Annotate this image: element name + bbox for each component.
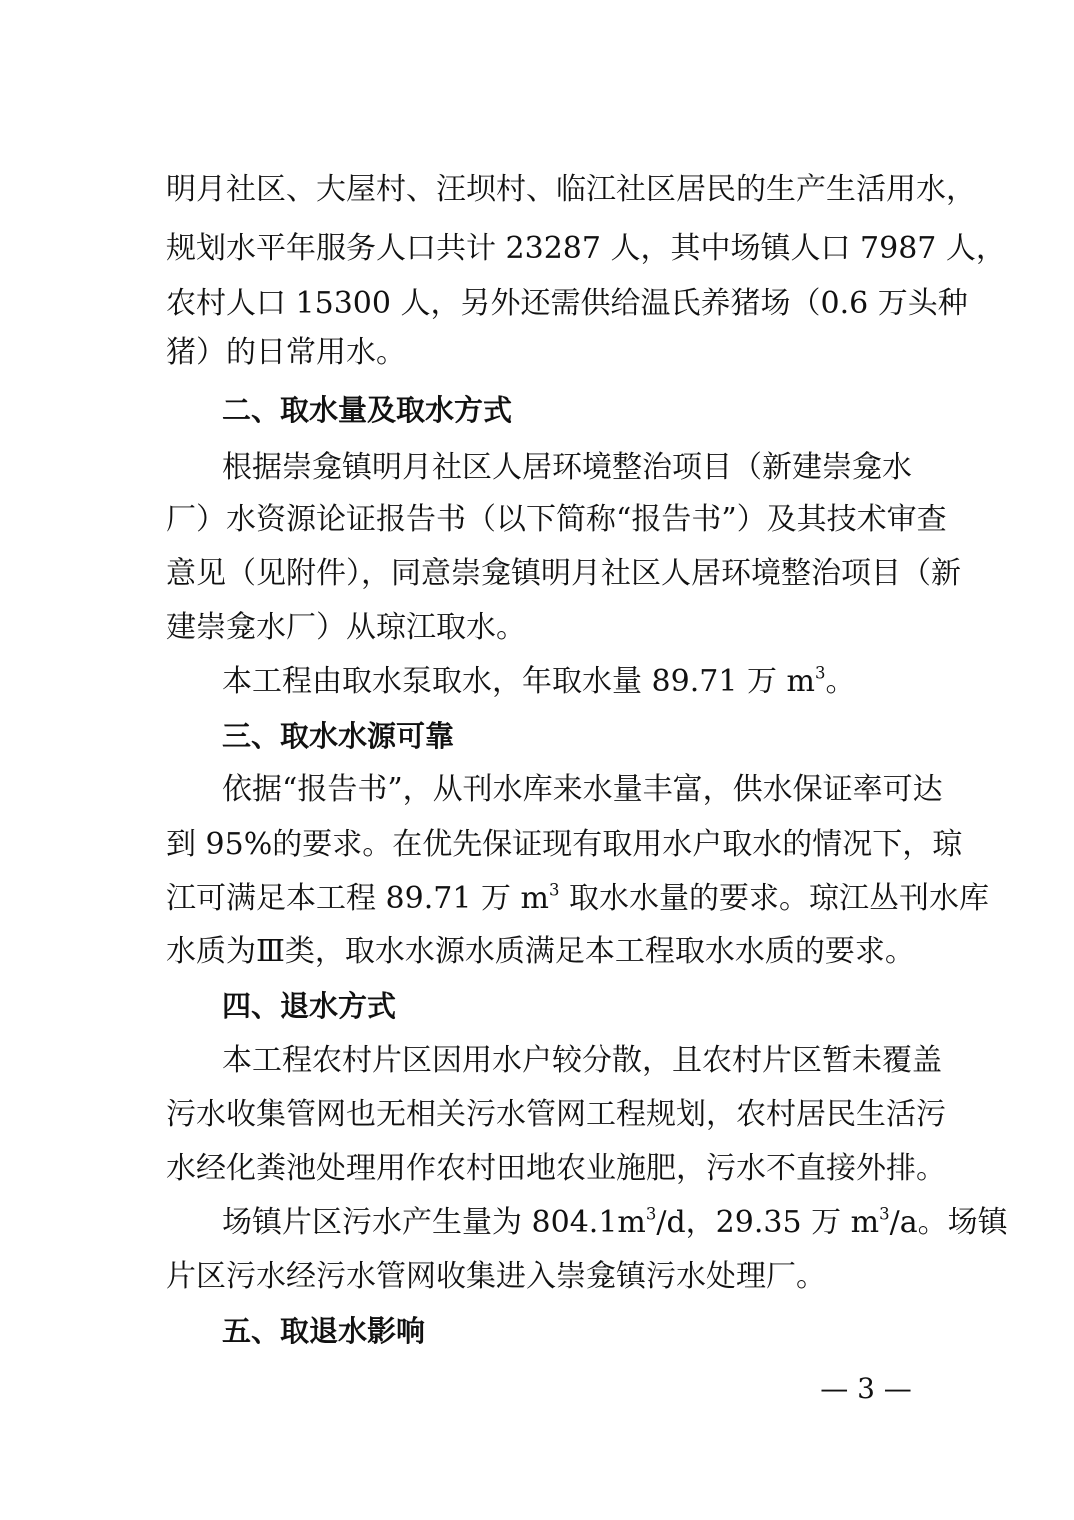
body-text-line: 水质为Ⅲ类，取水水源水质满足本工程取水水质的要求。: [166, 934, 915, 969]
body-text-line: 猪）的日常用水。: [166, 335, 406, 370]
body-text-line: 片区污水经污水管网收集进入崇龛镇污水处理厂。: [166, 1259, 826, 1294]
section-heading-3: 三、取水水源可靠: [222, 719, 455, 753]
body-text-line: 依据“报告书”，从刊水库来水量丰富，供水保证率可达: [222, 772, 943, 807]
body-text-line: 规划水平年服务人口共计 23287 人，其中场镇人口 7987 人，: [166, 231, 1006, 266]
body-text-line: [166, 879, 989, 919]
body-text-line: 根据崇龛镇明月社区人居环境整治项目（新建崇龛水: [222, 450, 912, 485]
superscript: 3: [814, 663, 826, 683]
section-heading-4: 四、退水方式: [222, 989, 397, 1023]
body-text-line: 水经化粪池处理用作农村田地农业施肥，污水不直接外排。: [166, 1151, 946, 1186]
text-run: 。: [825, 664, 856, 699]
text-run: 本工程由取水泵取水，年取水量 89.71 万 m: [222, 664, 815, 699]
body-text-line: 本工程农村片区因用水户较分散，且农村片区暂未覆盖: [222, 1043, 942, 1078]
body-text-line: [222, 1203, 1008, 1243]
body-text-line: 明月社区、大屋村、汪坝村、临江社区居民的生产生活用水，: [166, 172, 976, 207]
text-run: 取水水量的要求。琼江丛刊水库: [559, 881, 989, 916]
section-heading-5: 五、取退水影响: [222, 1314, 426, 1348]
text-run: /d，29.35 万 m: [656, 1205, 880, 1240]
body-text-line: 污水收集管网也无相关污水管网工程规划，农村居民生活污: [166, 1097, 946, 1132]
superscript: 3: [645, 1204, 657, 1224]
body-text-line: 到 95%的要求。在优先保证现有取用水户取水的情况下，琼: [166, 827, 963, 862]
text-run: 场镇片区污水产生量为 804.1m: [222, 1205, 646, 1240]
body-text-line: 意见（见附件），同意崇龛镇明月社区人居环境整治项目（新: [166, 556, 961, 591]
body-text-line: 农村人口 15300 人，另外还需供给温氏养猪场（0.6 万头种: [166, 286, 968, 321]
superscript: 3: [879, 1204, 890, 1224]
body-text-line: 厂）水资源论证报告书（以下简称“报告书”）及其技术审查: [166, 502, 947, 537]
section-heading-2: 二、取水量及取水方式: [222, 393, 513, 427]
page-number: — 3 —: [820, 1372, 912, 1405]
superscript: 3: [548, 880, 560, 900]
text-run: /a。场镇: [889, 1205, 1008, 1240]
text-run: 江可满足本工程 89.71 万 m: [166, 881, 549, 916]
body-text-line: [222, 662, 911, 702]
body-text-line: 建崇龛水厂）从琼江取水。: [166, 610, 526, 645]
